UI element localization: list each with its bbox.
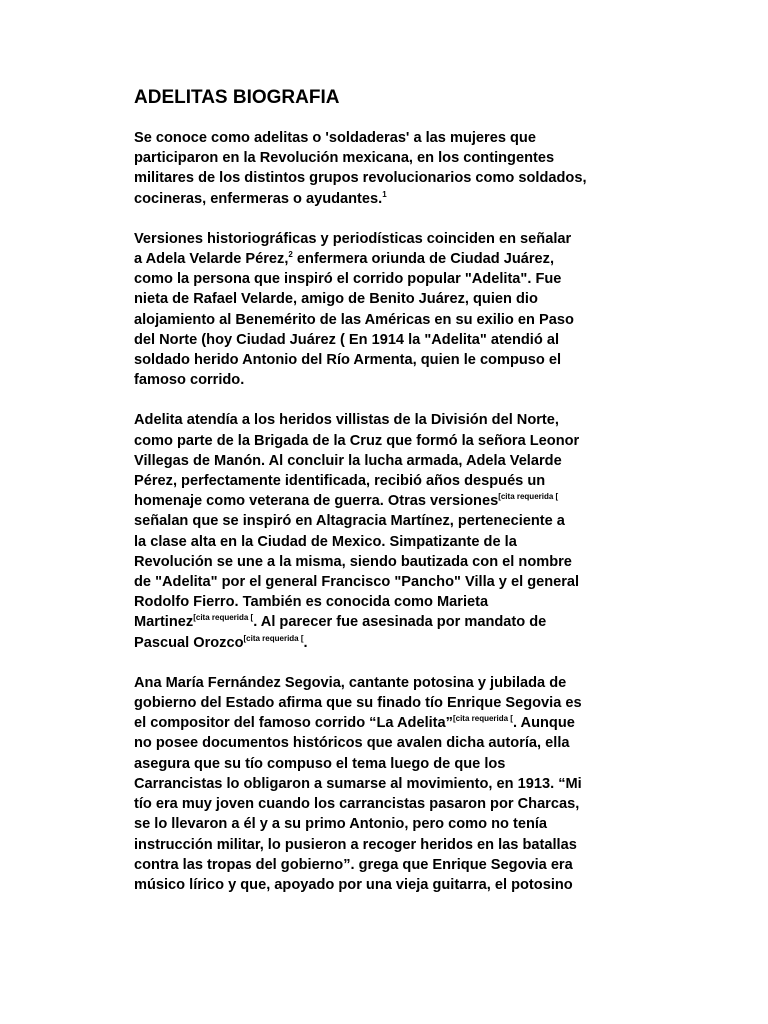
text-segment: contra las tropas del gobierno”. grega que Enrique Segovia era xyxy=(134,856,573,873)
text-line xyxy=(134,491,634,511)
text-line xyxy=(134,128,634,148)
text-line xyxy=(134,370,634,390)
text-line xyxy=(134,713,634,733)
text-segment: se lo llevaron a él y a su primo Antonio, pero como no tenía xyxy=(134,816,548,833)
text-segment: como parte de la Brigada de la Cruz que formó la señora Leonor xyxy=(134,432,580,449)
text-segment: cocineras, enfermeras o ayudantes. xyxy=(134,190,383,207)
footnote-marker: 2 xyxy=(288,250,293,260)
text-segment: Carrancistas lo obligaron a sumarse al movimiento, en 1913. “Mi xyxy=(134,775,582,792)
text-segment: Se conoce como adelitas o 'soldaderas' a las mujeres que xyxy=(134,130,536,146)
footnote-marker: [cita requerida [ xyxy=(243,633,304,643)
paragraph xyxy=(134,128,634,209)
text-line xyxy=(134,693,634,713)
text-segment: Pérez, perfectamente identificada, recibió años después un xyxy=(134,473,546,490)
text-segment: soldado herido Antonio del Río Armenta, quien le compuso el xyxy=(134,352,562,369)
text-segment: . Aunque xyxy=(512,715,575,732)
text-line xyxy=(134,835,634,855)
text-line xyxy=(134,673,634,693)
text-line xyxy=(134,471,634,491)
document-title: ADELITAS BIOGRAFIA xyxy=(134,87,340,108)
text-line xyxy=(134,754,634,774)
text-line xyxy=(134,330,634,350)
text-segment: Ana María Fernández Segovia, cantante potosina y jubilada de xyxy=(134,674,567,691)
text-line xyxy=(134,229,634,249)
text-segment: músico lírico y que, apoyado por una vieja guitarra, el potosino xyxy=(134,876,573,893)
text-segment: como la persona que inspiró el corrido popular "Adelita". Fue xyxy=(134,271,562,288)
footnote-marker: 1 xyxy=(382,189,387,199)
text-segment: Pascual Orozco xyxy=(134,634,244,651)
text-segment: . Al parecer fue asesinada por mandato de xyxy=(253,614,547,631)
text-segment: no posee documentos históricos que avalen dicha autoría, ella xyxy=(134,735,570,752)
text-segment: gobierno del Estado afirma que su finado tío Enrique Segovia es xyxy=(134,695,582,712)
text-line xyxy=(134,733,634,753)
text-segment: del Norte (hoy Ciudad Juárez ( En 1914 la "Adelita" atendió al xyxy=(134,331,559,348)
footnote-marker: [cita requerida [ xyxy=(193,613,254,623)
text-line xyxy=(134,148,634,168)
text-segment: famoso corrido. xyxy=(134,372,245,389)
text-segment: nieta de Rafael Velarde, amigo de Benito Juárez, quien dio xyxy=(134,291,538,308)
text-line xyxy=(134,855,634,875)
text-line xyxy=(134,410,634,430)
text-segment: de "Adelita" por el general Francisco "Pancho" Villa y el general xyxy=(134,574,580,591)
text-line xyxy=(134,875,634,895)
paragraph xyxy=(134,673,634,895)
text-segment: Villegas de Manón. Al concluir la lucha armada, Adela Velarde xyxy=(134,452,562,469)
text-line xyxy=(134,310,634,330)
text-line xyxy=(134,814,634,834)
text-segment: militares de los distintos grupos revolucionarios como soldados, xyxy=(134,170,587,187)
text-segment: señalan que se inspiró en Altagracia Martínez, perteneciente a xyxy=(134,513,565,530)
text-segment: homenaje como veterana de guerra. Otras versiones xyxy=(134,493,499,510)
text-segment: el compositor del famoso corrido “La Adelita” xyxy=(134,715,453,732)
text-line xyxy=(134,532,634,552)
text-line xyxy=(134,289,634,309)
text-line xyxy=(134,572,634,592)
text-line xyxy=(134,168,634,188)
document-page xyxy=(134,86,634,915)
document-body xyxy=(134,128,634,895)
text-segment: a Adela Velarde Pérez, xyxy=(134,251,289,268)
text-segment: Rodolfo Fierro. También es conocida como Marieta xyxy=(134,594,489,611)
text-line xyxy=(134,431,634,451)
text-segment: instrucción militar, lo pusieron a recoger heridos en las batallas xyxy=(134,836,577,853)
text-segment: tío era muy joven cuando los carrancistas pasaron por Charcas, xyxy=(134,796,580,813)
text-line xyxy=(134,350,634,370)
text-line xyxy=(134,612,634,632)
text-line xyxy=(134,633,634,653)
text-segment: Versiones historiográficas y periodísticas coinciden en señalar xyxy=(134,230,572,247)
paragraph xyxy=(134,229,634,391)
text-segment: Adelita atendía a los heridos villistas de la División del Norte, xyxy=(134,412,559,429)
text-segment: la clase alta en la Ciudad de Mexico. Simpatizante de la xyxy=(134,533,517,550)
text-segment: alojamiento al Benemérito de las Américas en su exilio en Paso xyxy=(134,311,574,328)
text-line xyxy=(134,249,634,269)
text-line xyxy=(134,451,634,471)
text-line xyxy=(134,511,634,531)
text-line xyxy=(134,552,634,572)
footnote-marker: [cita requerida [ xyxy=(452,714,513,724)
text-line xyxy=(134,269,634,289)
text-segment: Martinez xyxy=(134,614,194,631)
text-line xyxy=(134,189,634,209)
text-segment: . xyxy=(303,634,308,651)
footnote-marker: [cita requerida [ xyxy=(498,492,559,502)
text-segment: enfermera oriunda de Ciudad Juárez, xyxy=(292,251,554,268)
paragraph xyxy=(134,410,634,652)
text-segment: participaron en la Revolución mexicana, en los contingentes xyxy=(134,150,555,167)
text-line xyxy=(134,774,634,794)
text-line xyxy=(134,592,634,612)
text-segment: asegura que su tío compuso el tema luego de que los xyxy=(134,755,506,772)
text-segment: Revolución se une a la misma, siendo bautizada con el nombre xyxy=(134,553,572,570)
text-line xyxy=(134,794,634,814)
